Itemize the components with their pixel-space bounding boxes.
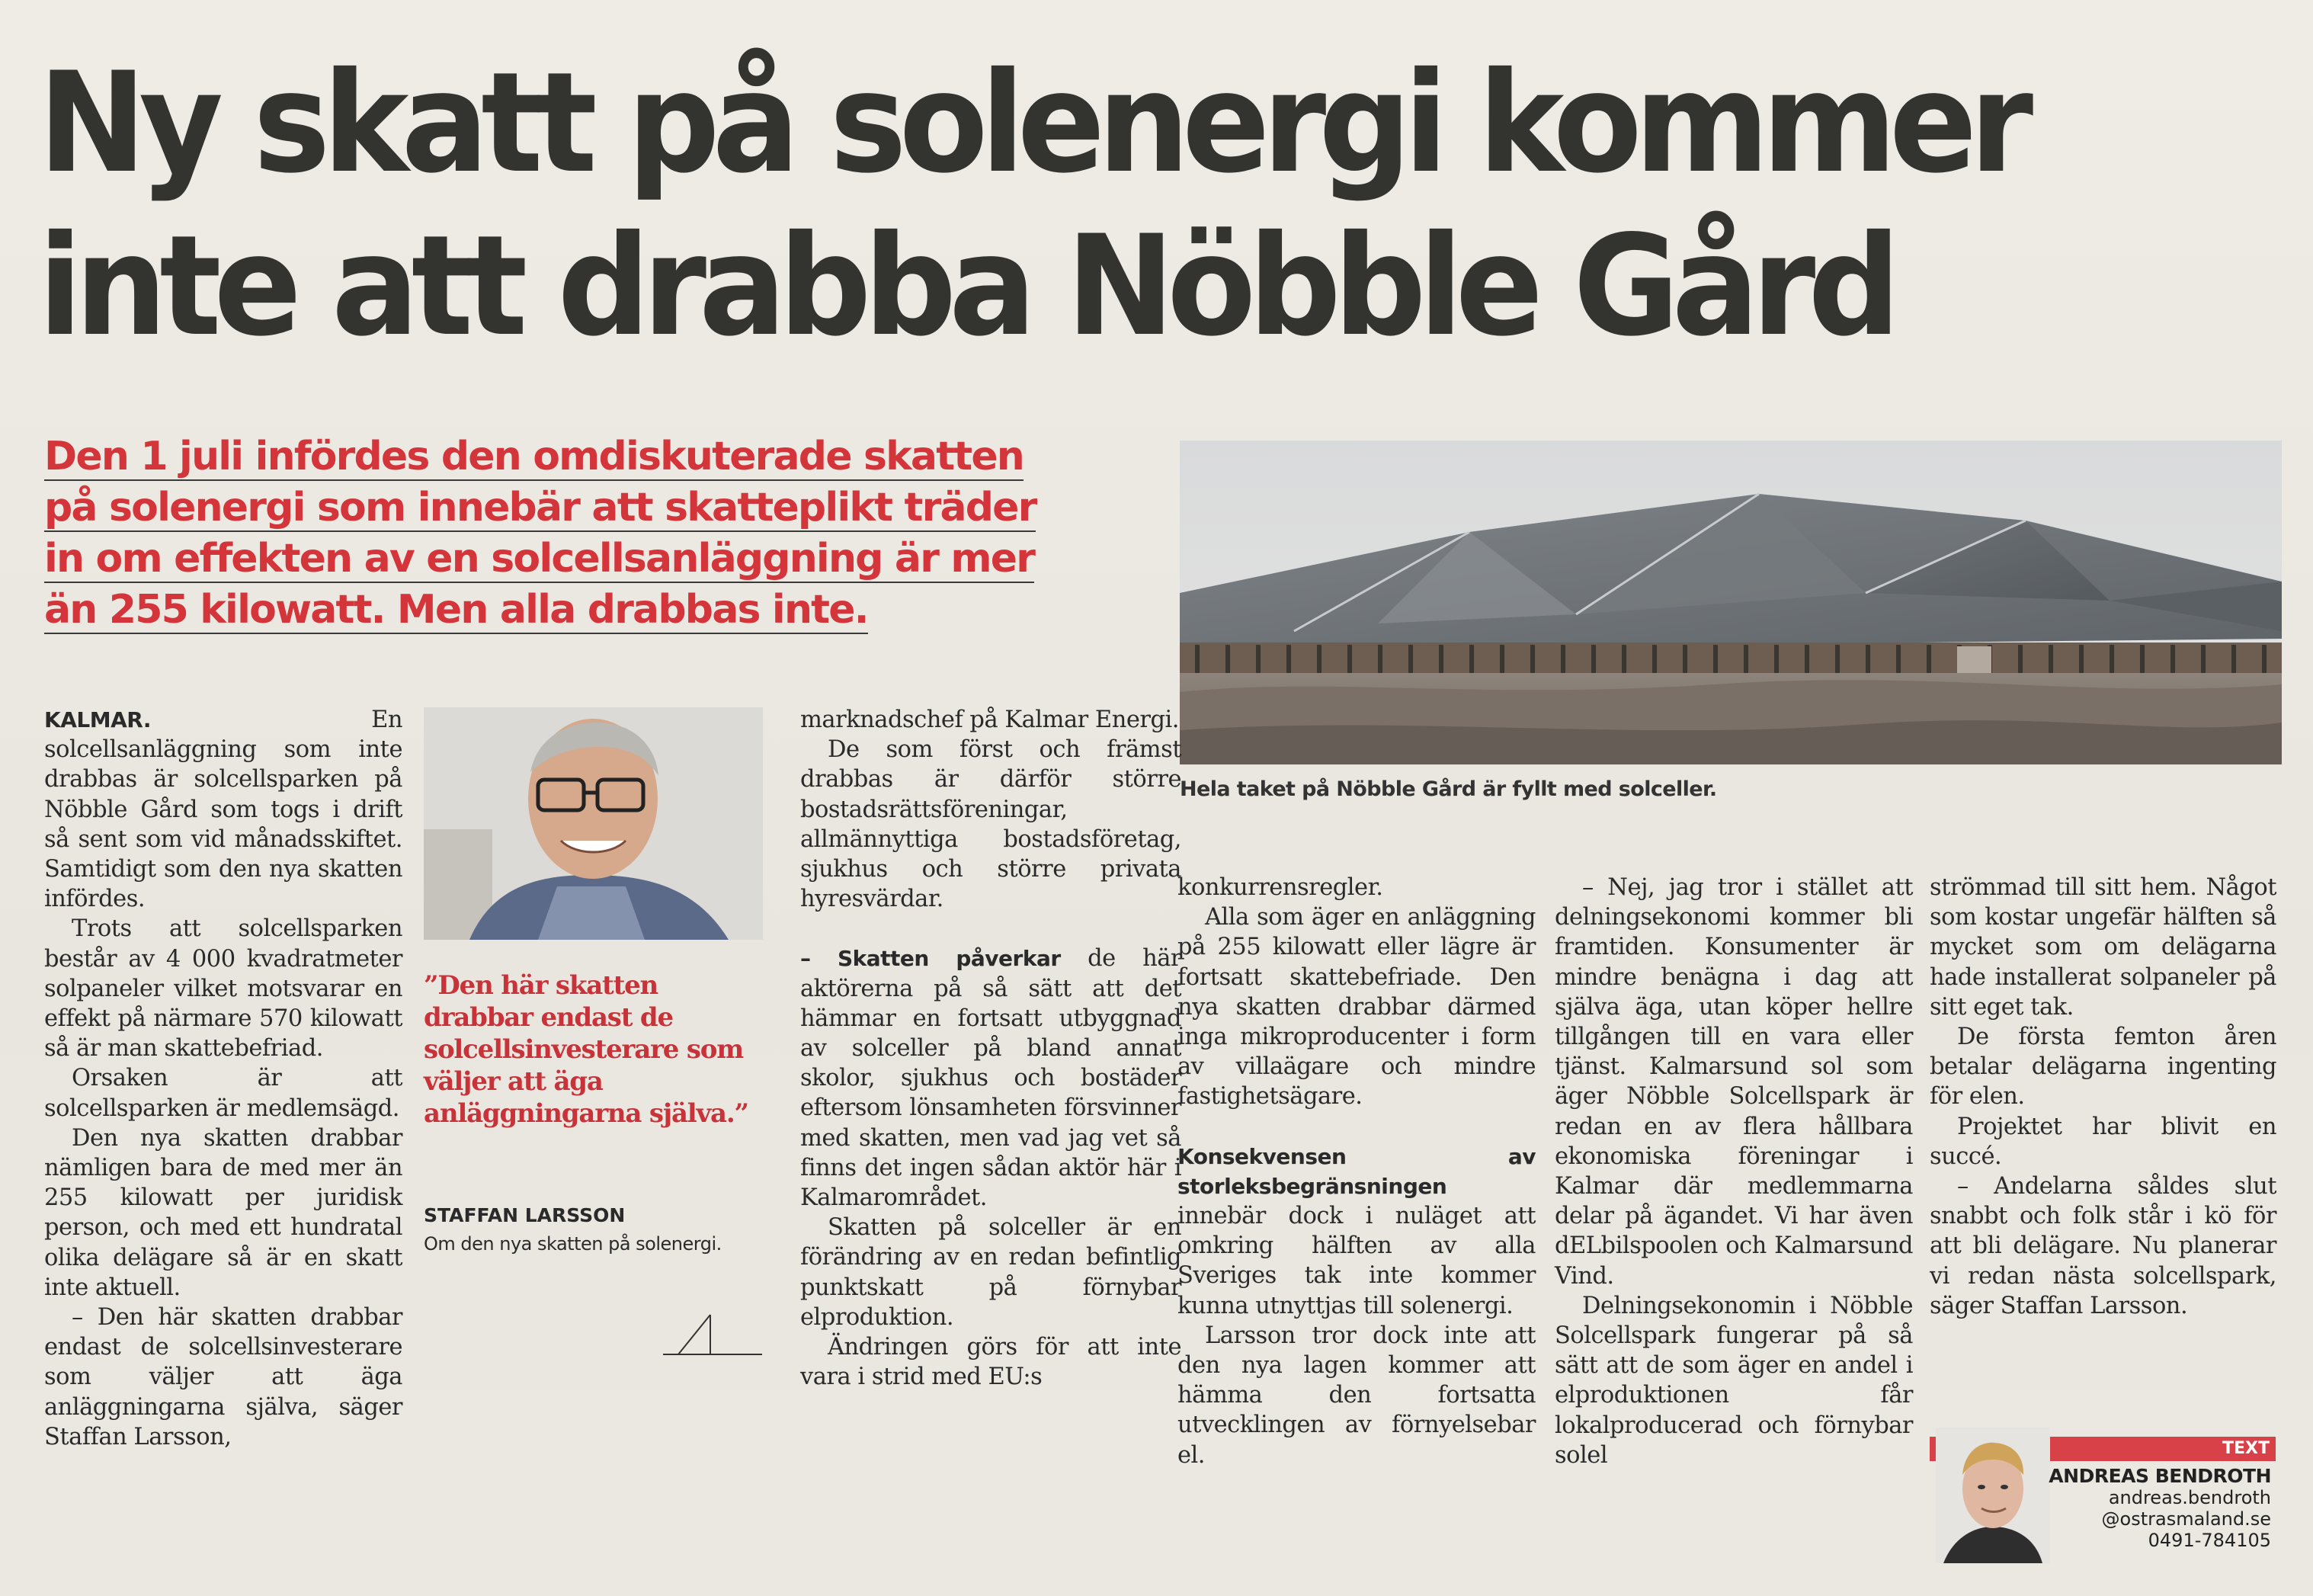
byline-info <box>2049 1466 2271 1551</box>
dateline: KALMAR. <box>44 707 151 732</box>
byline-label: TEXT <box>2222 1439 2270 1458</box>
author-name: ANDREAS BENDROTH <box>2049 1465 2271 1487</box>
portrait-illustration <box>424 707 763 940</box>
pull-quote-name: STAFFAN LARSSON <box>424 1204 626 1226</box>
col5-p3: Projektet har blivit en succé. <box>1930 1113 2276 1170</box>
article-column-2 <box>800 705 1181 1392</box>
col2-p3-lead: – Skatten påverkar <box>800 946 1061 972</box>
col1-p4: Den nya skatten drabbar nämligen bara de med mer än 255 kilowatt per juridisk person, och med ett hundratal olika delägare så är en skatt inte aktuell. <box>44 1124 402 1301</box>
col5-p4: – Andelarna såldes slut snabbt och folk står i kö för att bli delägare. Nu planerar vi redan nästa solcellspark, säger Staffan Larsson. <box>1930 1173 2276 1319</box>
headline-line-1: Ny skatt på solenergi kommer <box>38 43 2026 204</box>
portrait-staffan-larsson <box>424 707 763 940</box>
paragraph <box>44 705 402 914</box>
headline <box>38 42 2271 368</box>
article-column-5 <box>1930 873 2276 1321</box>
paragraph <box>1177 1142 1536 1321</box>
ingress-line-1: Den 1 juli infördes den omdiskuterade skatten <box>44 434 1024 479</box>
paragraph <box>800 944 1181 1213</box>
decorative-slash-mark <box>663 1307 770 1360</box>
ingress-line-4: än 255 kilowatt. Men alla drabbas inte. <box>44 587 868 633</box>
col2-p1: marknadschef på Kalmar Energi. <box>800 707 1179 733</box>
col3-p1: konkurrensregler. <box>1177 874 1383 901</box>
pull-quote-subtitle: Om den nya skatten på solenergi. <box>424 1233 722 1255</box>
col1-p5: – Den här skatten drabbar endast de solcellsinvesterare som väljer att äga anläggningarna själva, säger Staffan Larsson, <box>44 1304 402 1450</box>
col1-p3: Orsaken är att solcellsparken är medlemsägd. <box>44 1065 402 1122</box>
author-email-domain: @ostrasmaland.se <box>2101 1508 2271 1530</box>
col3-p4: Larsson tror dock inte att den nya lagen kommer att hämma den fortsatta utvecklingen av förnyelsebar el. <box>1177 1322 1536 1469</box>
col1-p1: En solcellsanläggning som inte drabbas är solcellsparken på Nöbble Gård som togs i drift så sent som vid månadsskiftet. Samtidigt som den nya skatten infördes. <box>44 707 402 913</box>
col4-p2: Delningsekonomin i Nöbble Solcellspark fungerar på så sätt att de som äger en andel i elproduktionen får lokalproducerad och förnybar solel <box>1555 1292 1913 1469</box>
ingress-line-2: på solenergi som innebär att skatteplikt träder <box>44 485 1036 530</box>
author-phone: 0491-784105 <box>2148 1530 2271 1551</box>
article-column-1 <box>44 705 402 1452</box>
byline-portrait <box>1936 1428 2050 1563</box>
article-column-4 <box>1555 873 1913 1470</box>
col4-p1: – Nej, jag tror i stället att delningsekonomi kommer bli framtiden. Konsumenter är mindre benägna i dag att själva äga, utan köper hellre tillgången till en vara eller tjänst. Kalmarsund sol som äger Nöbble Solcellspark är redan en av flera hållbara ekonomiska föreningar i Kalmar där medlemmarna delar på ägandet. Vi har även dELbilspoolen och Kalmarsund Vind. <box>1555 874 1913 1290</box>
article-column-3 <box>1177 873 1536 1470</box>
col2-p4: Skatten på solceller är en förändring av en redan befintlig punktskatt på förnybar elproduktion. <box>800 1214 1181 1331</box>
col3-subhead: Konsekvensen av storleksbegränsningen <box>1177 1143 1536 1199</box>
col2-p2: De som först och främst drabbas är därför större bostadsrättsföreningar, allmännyttiga bostadsföretag, sjukhus och större privata hyresvärdar. <box>800 736 1181 913</box>
col1-p2: Trots att solcellsparken består av 4 000 kvadratmeter solpaneler vilket motsvarar en effekt på närmare 570 kilowatt så är man skattebefriad. <box>44 915 402 1062</box>
col2-p5: Ändringen görs för att inte vara i strid med EU:s <box>800 1334 1181 1391</box>
farm-solar-roof-photo <box>1180 441 2282 764</box>
col2-p3-rest: de här aktörerna på så sätt att det hämmar en fortsatt utbyggnad av solceller på bland annat skolor, sjukhus och bostäder eftersom lönsamheten försvinner med skatten, men vad jag vet så finns det ingen sådan aktör här i Kalmarområdet. <box>800 945 1182 1212</box>
col5-p1: strömmad till sitt hem. Något som kostar ungefär hälften så mycket som om delägarna hade installerat solpaneler på sitt eget tak. <box>1930 874 2276 1021</box>
author-portrait-illustration <box>1936 1428 2050 1563</box>
col3-p3-rest: innebär dock i nuläget att omkring hälften av alla Sveriges tak inte kommer kunna utnyttjas till solenergi. <box>1177 1203 1536 1319</box>
col3-p2: Alla som äger en anläggning på 255 kilowatt eller lägre är fortsatt skattebefriade. Den nya skatten drabbar därmed inga mikroproducenter i form av villaägare och mindre fastighetsägare. <box>1177 904 1536 1110</box>
col5-p2: De första femton åren betalar delägarna ingenting för elen. <box>1930 1024 2276 1110</box>
solar-barn-illustration <box>1180 441 2282 764</box>
headline-line-2: inte att drabba Nöbble Gård <box>38 206 1893 367</box>
ingress <box>44 431 1096 636</box>
photo-caption: Hela taket på Nöbble Gård är fyllt med solceller. <box>1180 777 1717 801</box>
author-email-user: andreas.bendroth <box>2108 1487 2271 1508</box>
ingress-line-3: in om effekten av en solcellsanläggning är mer <box>44 536 1035 582</box>
pull-quote: ”Den här skatten drabbar endast de solcellsinvesterare som väljer att äga anläggningarna själva.” <box>424 970 748 1129</box>
spacer <box>800 914 1181 944</box>
byline-box <box>1930 1428 2276 1566</box>
spacer <box>1177 1112 1536 1142</box>
